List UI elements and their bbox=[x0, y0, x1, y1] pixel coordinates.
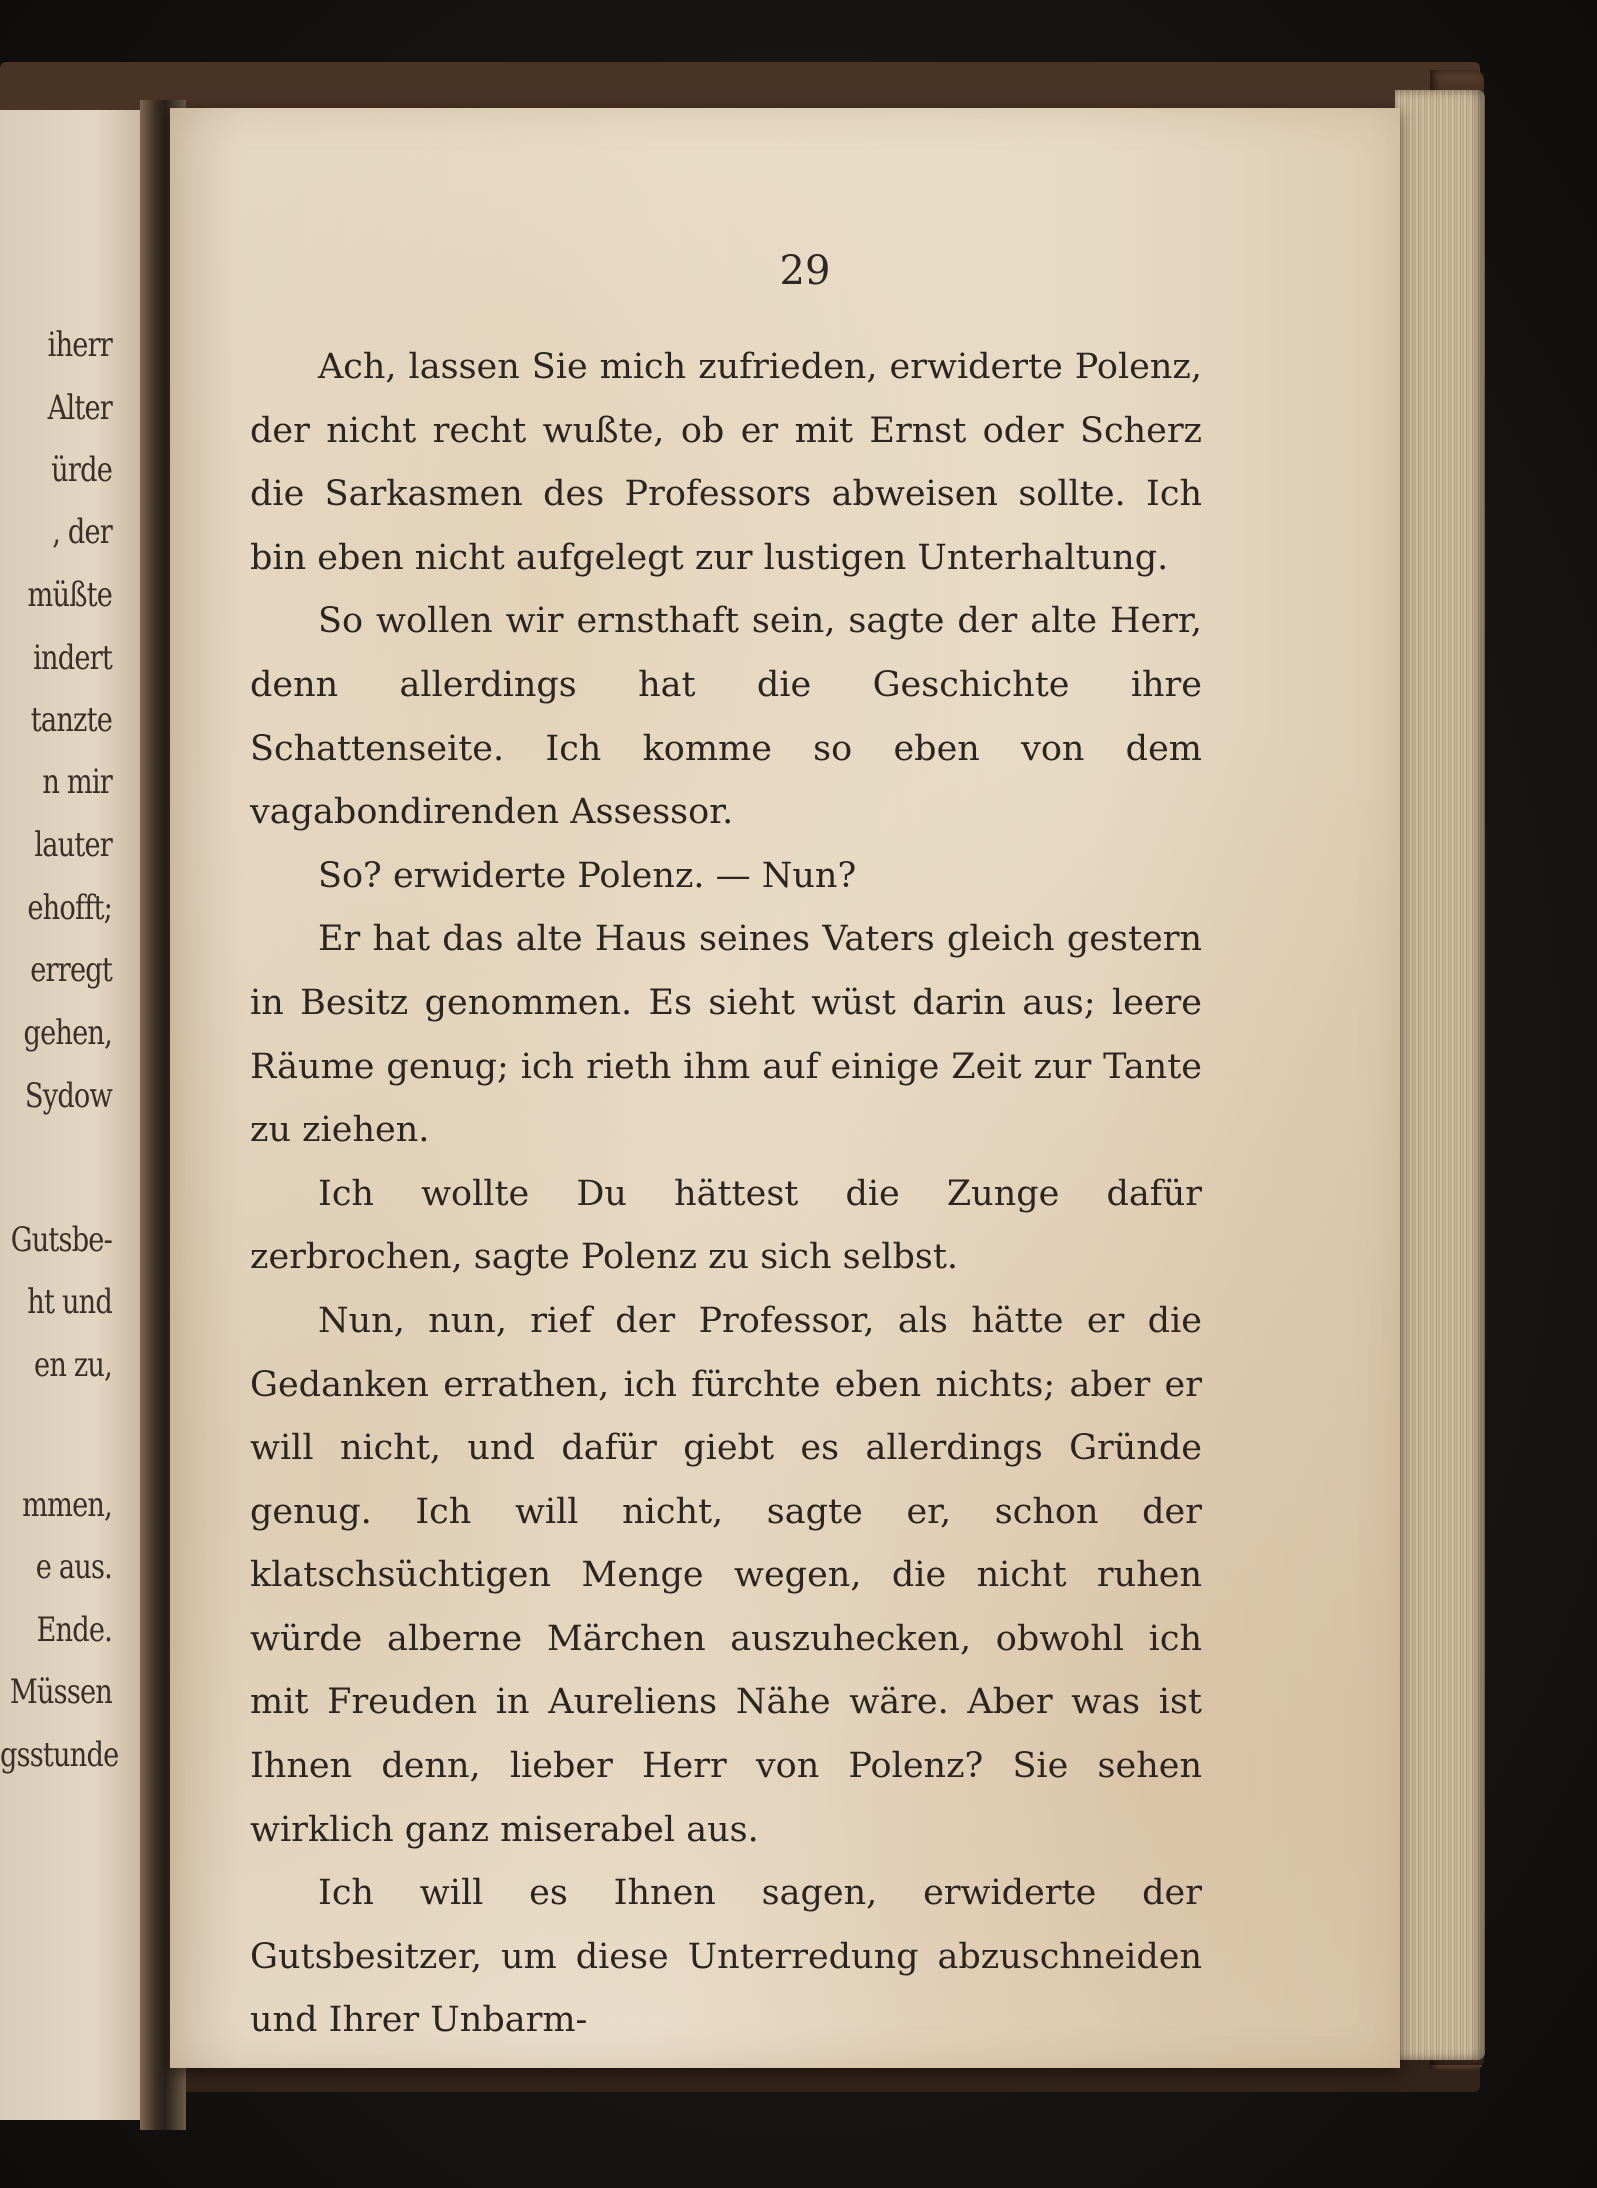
left-page-fragment: ürde bbox=[51, 450, 112, 490]
paragraph bbox=[250, 1290, 1202, 1862]
left-page-fragment: Ende. bbox=[36, 1610, 112, 1650]
paragraph bbox=[250, 908, 1202, 1162]
left-page-fragment: Müssen bbox=[9, 1672, 113, 1712]
left-page-fragment: en zu, bbox=[34, 1345, 112, 1385]
paragraph-text: Nun, nun, rief der Professor, als hätte er die Gedanken errathen, ich fürchte eben nichts; aber er will nicht, und dafür giebt es allerdings Gründe genug. Ich will nicht, sagte er, schon der klatschsüchtigen Menge wegen, die nicht ruhen würde alberne Märchen auszuhecken, obwohl ich mit Freuden in Aureliens Nähe wäre. Aber was ist Ihnen denn, lieber Herr von Polenz? Sie sehen wirklich ganz miserabel aus. bbox=[250, 1300, 1202, 1850]
left-page-fragment: iherr bbox=[47, 325, 112, 365]
book-page bbox=[170, 108, 1400, 2068]
left-page-fragment: tanzte bbox=[30, 700, 112, 740]
left-page-fragment: Gutsbe- bbox=[10, 1220, 113, 1260]
left-page-fragment: mmen, bbox=[22, 1485, 112, 1525]
paragraph-text: Ach, lassen Sie mich zufrieden, erwiderte Polenz, der nicht recht wußte, ob er mit Ernst oder Scherz die Sarkasmen des Professors abweisen sollte. Ich bin eben nicht aufgelegt zur lustigen Unterhaltung. bbox=[250, 347, 1202, 578]
paragraph-text: Ich wollte Du hättest die Zunge dafür zerbrochen, sagte Polenz zu sich selbst. bbox=[250, 1173, 1202, 1278]
paragraph-text: Er hat das alte Haus seines Vaters gleich gestern in Besitz genommen. Es sieht wüst darin aus; leere Räume genug; ich rieth ihm auf einige Zeit zur Tante zu ziehen. bbox=[250, 919, 1202, 1151]
paragraph-text: Ich will es Ihnen sagen, erwiderte der Gutsbesitzer, um diese Unterredung abzuschneiden und Ihrer Unbarm- bbox=[250, 1873, 1202, 2041]
left-page-fragment: ehofft; bbox=[27, 888, 112, 928]
left-page-fragment: erregt bbox=[30, 950, 112, 990]
paragraph bbox=[250, 590, 1202, 844]
left-page-fragment: Sydow bbox=[24, 1076, 112, 1116]
left-page-fragment: müßte bbox=[27, 575, 112, 615]
left-page-fragment: , der bbox=[52, 512, 112, 552]
left-page-fragment: ht und bbox=[27, 1282, 112, 1322]
paragraph-text: So wollen wir ernsthaft sein, sagte der alte Herr, denn allerdings hat die Geschichte ihre Schattenseite. Ich komme so eben von dem vagabondirenden Assessor. bbox=[250, 601, 1202, 833]
paragraph-text: So? erwiderte Polenz. — Nun? bbox=[318, 855, 857, 896]
left-page-fragment: gehen, bbox=[23, 1013, 113, 1053]
paragraph bbox=[250, 845, 1202, 909]
paragraph bbox=[250, 336, 1202, 590]
left-page-fragment: n mir bbox=[42, 762, 112, 802]
paragraph bbox=[250, 1862, 1202, 2053]
page-number: 29 bbox=[779, 248, 831, 294]
left-page-fragment: Alter bbox=[47, 388, 112, 428]
left-page-fragment: lauter bbox=[34, 825, 113, 865]
left-page-fragment: indert bbox=[33, 638, 113, 678]
left-page-fragment: e aus. bbox=[35, 1547, 112, 1587]
page-text bbox=[250, 336, 1202, 2053]
page-block-edges bbox=[1395, 90, 1485, 2060]
paragraph bbox=[250, 1163, 1202, 1290]
left-page-fragment: gsstunde bbox=[0, 1735, 119, 1775]
facing-page-left bbox=[0, 110, 160, 2120]
